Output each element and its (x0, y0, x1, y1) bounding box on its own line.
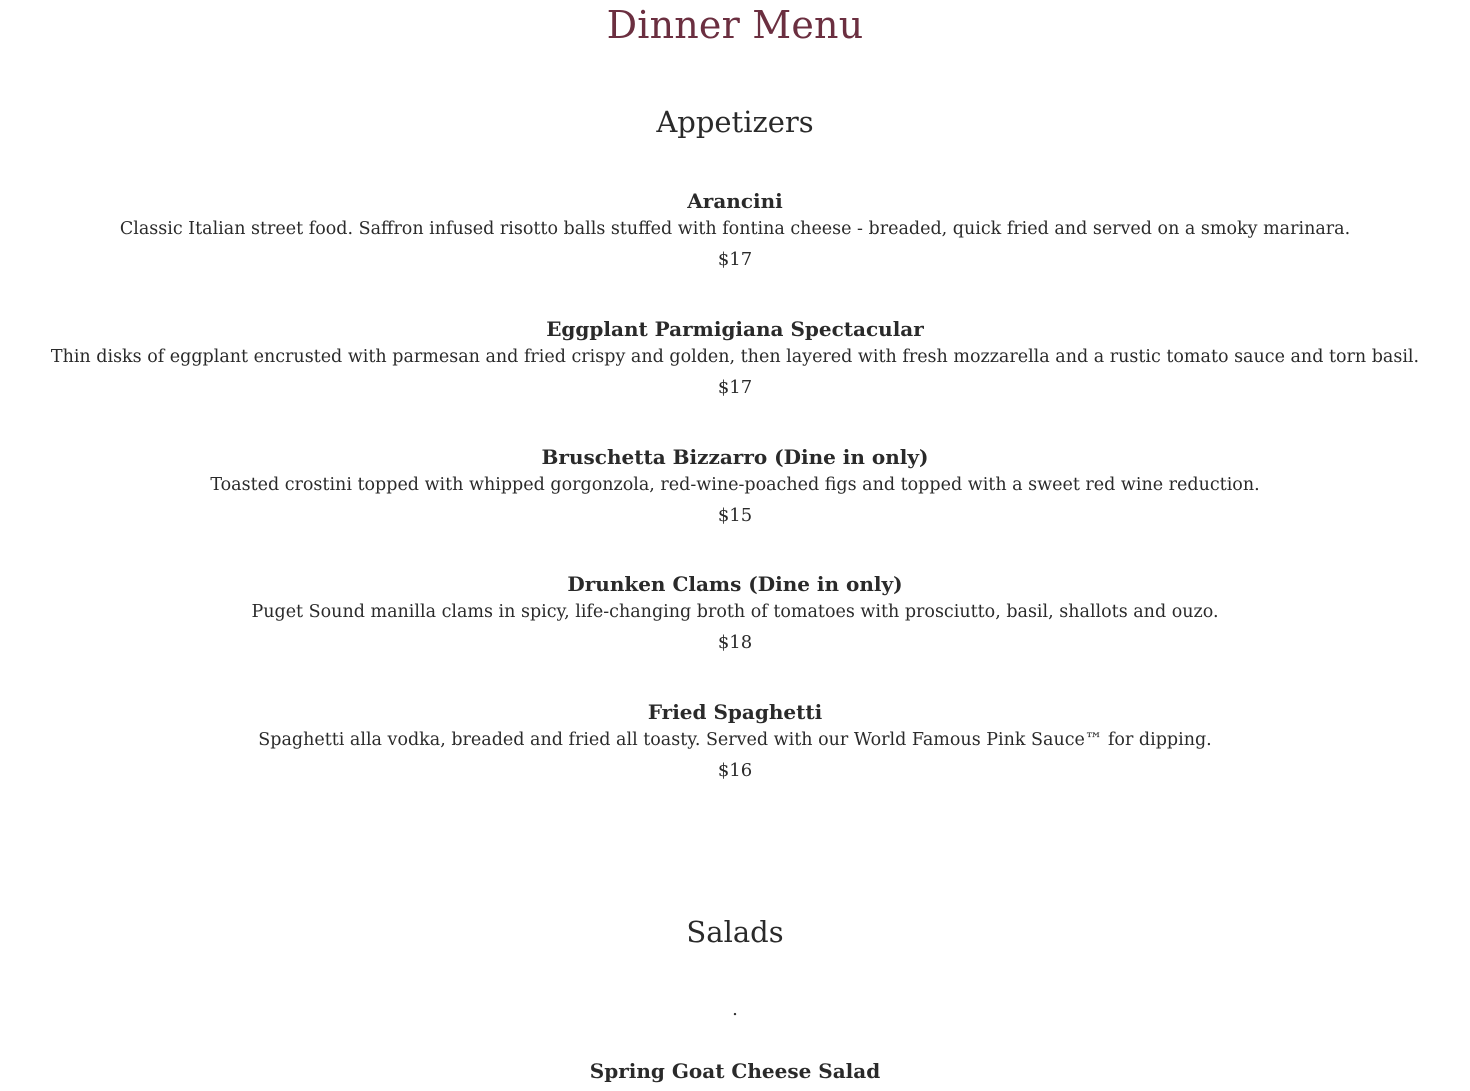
item-price: $15 (717, 505, 753, 526)
section-divider: . (732, 999, 738, 1020)
item-price: $18 (717, 632, 753, 653)
menu-item-fried-spaghetti (0, 698, 1470, 786)
item-description: Classic Italian street food. Saffron infused risotto balls stuffed with fontina cheese - breaded, quick fried and served on a smoky marinara. (119, 219, 1351, 239)
item-price: $16 (717, 760, 753, 781)
section-heading-appetizers: Appetizers (656, 105, 814, 139)
item-price: $17 (717, 249, 753, 270)
section-heading-salads: Salads (686, 915, 784, 949)
menu-item-arancini (0, 187, 1470, 275)
item-description: Puget Sound manilla clams in spicy, life-changing broth of tomatoes with prosciutto, basil, shallots and ouzo. (251, 602, 1219, 622)
item-name: Fried Spaghetti (647, 700, 823, 724)
item-description: Spaghetti alla vodka, breaded and fried all toasty. Served with our World Famous Pink Sauce™ for dipping. (258, 730, 1212, 750)
menu-item-drunken-clams (0, 570, 1470, 658)
item-name: Eggplant Parmigiana Spectacular (546, 317, 924, 341)
item-price: $17 (717, 377, 753, 398)
item-name: Bruschetta Bizzarro (Dine in only) (541, 445, 929, 469)
item-description: Toasted crostini topped with whipped gorgonzola, red-wine-poached figs and topped with a sweet red wine reduction. (210, 475, 1260, 495)
item-name: Drunken Clams (Dine in only) (567, 572, 903, 596)
item-description: Thin disks of eggplant encrusted with parmesan and fried crispy and golden, then layered with fresh mozzarella and a rustic tomato sauce and torn basil. (50, 347, 1420, 367)
menu-item-spring-goat-cheese-salad (0, 1057, 1470, 1085)
item-name: Arancini (687, 189, 783, 213)
menu-item-eggplant-parmigiana (0, 315, 1470, 403)
menu-item-bruschetta-bizzarro (0, 443, 1470, 531)
item-name: Spring Goat Cheese Salad (589, 1059, 881, 1083)
page-title: Dinner Menu (606, 3, 864, 47)
